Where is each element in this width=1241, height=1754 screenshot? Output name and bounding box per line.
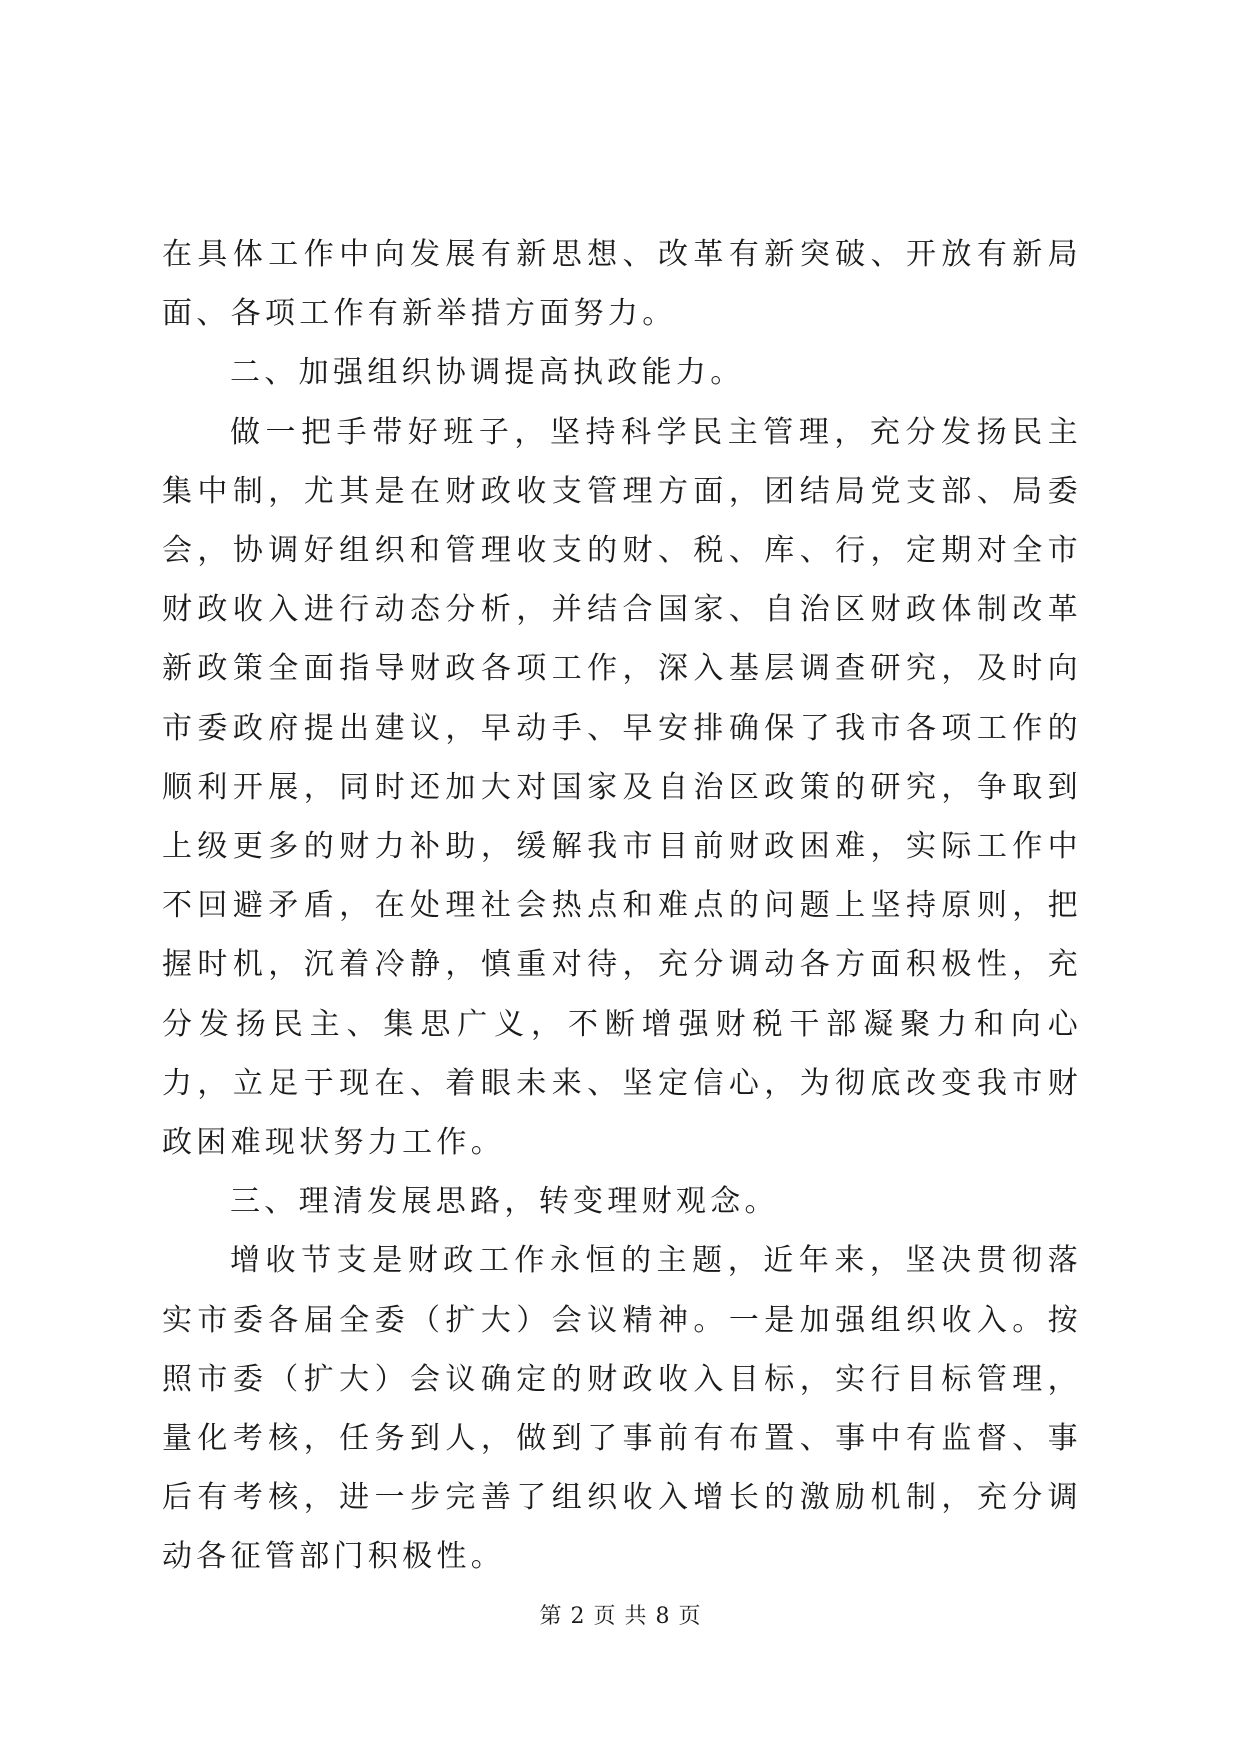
section-heading-3: 三、理清发展思路，转变理财观念。 [230,1184,779,1220]
paragraph-continuation: 在具体工作中向发展有新思想、改革有新突破、开放有新局面、各项工作有新举措方面努力。 [162,237,1082,332]
document-body [162,225,1082,1587]
section-heading-2: 二、加强组织协调提高执政能力。 [230,355,745,391]
page-number-footer: 第 2 页 共 8 页 [539,1604,702,1629]
paragraph-section-3: 增收节支是财政工作永恒的主题，近年来，坚决贯彻落实市委各届全委（扩大）会议精神。一是加强组织收入。按照市委（扩大）会议确定的财政收入目标，实行目标管理，量化考核，任务到人，做到了事前有布置、事中有监督、事后有考核，进一步完善了组织收入增长的激励机制，充分调动各征管部门积极性。 [162,1243,1082,1575]
paragraph-section-2: 做一把手带好班子，坚持科学民主管理，充分发扬民主集中制，尤其是在财政收支管理方面，团结局党支部、局委会，协调好组织和管理收支的财、税、库、行，定期对全市财政收入进行动态分析，并结合国家、自治区财政体制改革新政策全面指导财政各项工作，深入基层调查研究，及时向市委政府提出建议，早动手、早安排确保了我市各项工作的顺利开展，同时还加大对国家及自治区政策的研究，争取到上级更多的财力补助，缓解我市目前财政困难，实际工作中不回避矛盾，在处理社会热点和难点的问题上坚持原则，把握时机，沉着冷静，慎重对待，充分调动各方面积极性，充分发扬民主、集思广义，不断增强财税干部凝聚力和向心力，立足于现在、着眼未来、坚定信心，为彻底改变我市财政困难现状努力工作。 [162,414,1082,1161]
